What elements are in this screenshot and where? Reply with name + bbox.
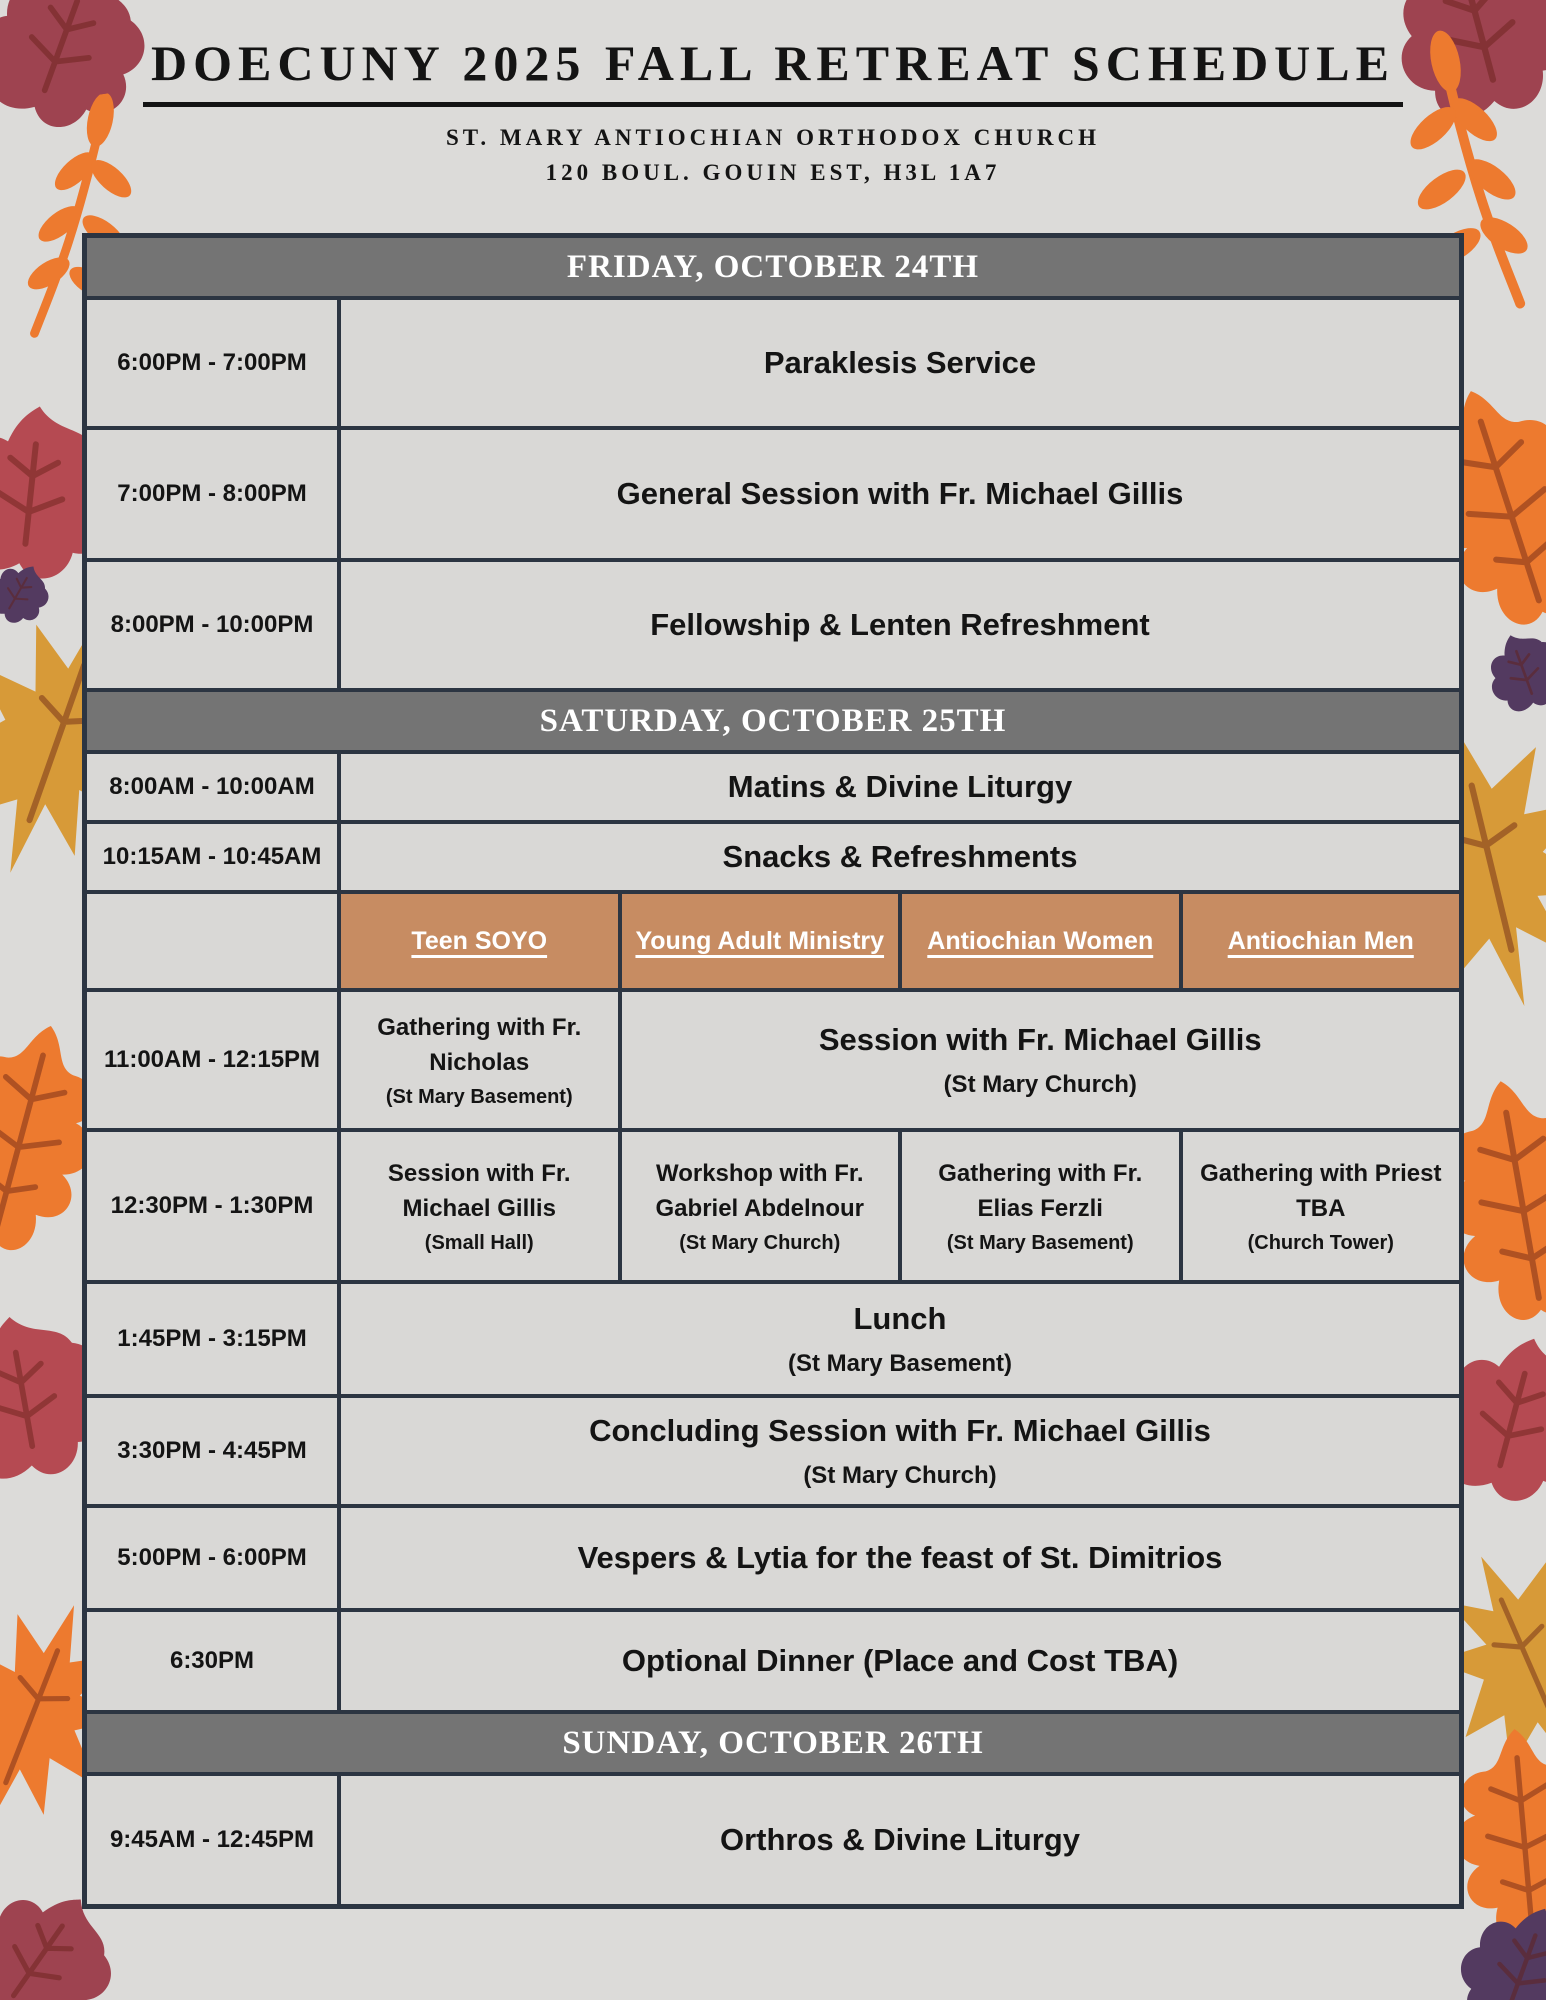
- session-location: (St Mary Church): [943, 1071, 1137, 1099]
- group-label: Antiochian Women: [927, 926, 1154, 955]
- event-location: (St Mary Church): [803, 1462, 997, 1490]
- page-title: DOECUNY 2025 FALL RETREAT SCHEDULE: [143, 34, 1403, 107]
- event-title: Optional Dinner (Place and Cost TBA): [621, 1642, 1179, 1678]
- schedule-table: [82, 233, 1464, 1909]
- event-cell: [341, 824, 1459, 890]
- empty-cell: [87, 894, 337, 988]
- session-cell-teen: [341, 992, 618, 1128]
- session-title: Session with Fr. Michael Gillis: [387, 1159, 571, 1222]
- group-header-antiochian-men: [1183, 894, 1460, 988]
- session-title: Gathering with Priest TBA: [1200, 1159, 1442, 1222]
- event-title: Paraklesis Service: [763, 344, 1037, 380]
- session-title: Session with Fr. Michael Gillis: [818, 1021, 1262, 1057]
- session-location: (St Mary Basement): [946, 1232, 1134, 1255]
- time-cell: 9:45AM - 12:45PM: [87, 1776, 337, 1904]
- time-cell: 8:00AM - 10:00AM: [87, 754, 337, 820]
- session-cell-men: [1183, 1132, 1460, 1280]
- church-address: 120 BOUL. GOUIN EST, H3L 1A7: [545, 159, 1001, 185]
- day-header-sunday: SUNDAY, OCTOBER 26TH: [87, 1714, 1459, 1772]
- session-location: (St Mary Basement): [385, 1086, 573, 1109]
- time-cell: 5:00PM - 6:00PM: [87, 1508, 337, 1608]
- event-title: Vespers & Lytia for the feast of St. Dimitrios: [577, 1539, 1223, 1575]
- time-cell: 11:00AM - 12:15PM: [87, 992, 337, 1128]
- event-title: Matins & Divine Liturgy: [727, 768, 1073, 804]
- time-cell: 6:00PM - 7:00PM: [87, 300, 337, 426]
- session-cell-teen: [341, 1132, 618, 1280]
- event-cell: [341, 1776, 1459, 1904]
- day-header-saturday: SATURDAY, OCTOBER 25TH: [87, 692, 1459, 750]
- event-title: Concluding Session with Fr. Michael Gillis: [589, 1412, 1211, 1448]
- time-cell: 8:00PM - 10:00PM: [87, 562, 337, 688]
- time-cell: 10:15AM - 10:45AM: [87, 824, 337, 890]
- session-location: (Church Tower): [1247, 1232, 1394, 1255]
- session-cell-merged: [622, 992, 1460, 1128]
- time-cell: 6:30PM: [87, 1612, 337, 1710]
- event-title: Snacks & Refreshments: [722, 838, 1078, 874]
- group-label: Young Adult Ministry: [635, 926, 885, 955]
- event-cell: [341, 430, 1459, 558]
- time-cell: 1:45PM - 3:15PM: [87, 1284, 337, 1394]
- group-label: Teen SOYO: [411, 926, 548, 955]
- group-label: Antiochian Men: [1227, 926, 1414, 955]
- event-title: Fellowship & Lenten Refreshment: [650, 606, 1150, 642]
- session-title: Gathering with Fr. Elias Ferzli: [938, 1159, 1143, 1222]
- session-title: Gathering with Fr. Nicholas: [377, 1013, 582, 1076]
- group-header-antiochian-women: [902, 894, 1179, 988]
- event-title: Orthros & Divine Liturgy: [720, 1821, 1080, 1857]
- event-cell: [341, 1398, 1459, 1504]
- event-cell: [341, 1612, 1459, 1710]
- group-header-young-adult: [622, 894, 899, 988]
- event-cell: [341, 300, 1459, 426]
- event-cell: [341, 1508, 1459, 1608]
- time-cell: 12:30PM - 1:30PM: [87, 1132, 337, 1280]
- church-name: ST. MARY ANTIOCHIAN ORTHODOX CHURCH: [446, 125, 1100, 150]
- event-title: General Session with Fr. Michael Gillis: [616, 475, 1184, 511]
- session-cell-young-adult: [622, 1132, 899, 1280]
- day-header-friday: FRIDAY, OCTOBER 24TH: [87, 238, 1459, 296]
- event-title: Lunch: [853, 1300, 947, 1336]
- session-title: Workshop with Fr. Gabriel Abdelnour: [655, 1159, 864, 1222]
- time-cell: 3:30PM - 4:45PM: [87, 1398, 337, 1504]
- event-location: (St Mary Basement): [787, 1350, 1013, 1378]
- session-cell-women: [902, 1132, 1179, 1280]
- session-location: (Small Hall): [424, 1232, 534, 1255]
- group-header-teen-soyo: [341, 894, 618, 988]
- flyer-header: [0, 34, 1546, 190]
- event-cell: [341, 754, 1459, 820]
- time-cell: 7:00PM - 8:00PM: [87, 430, 337, 558]
- event-cell: [341, 562, 1459, 688]
- session-location: (St Mary Church): [679, 1232, 841, 1255]
- event-cell: [341, 1284, 1459, 1394]
